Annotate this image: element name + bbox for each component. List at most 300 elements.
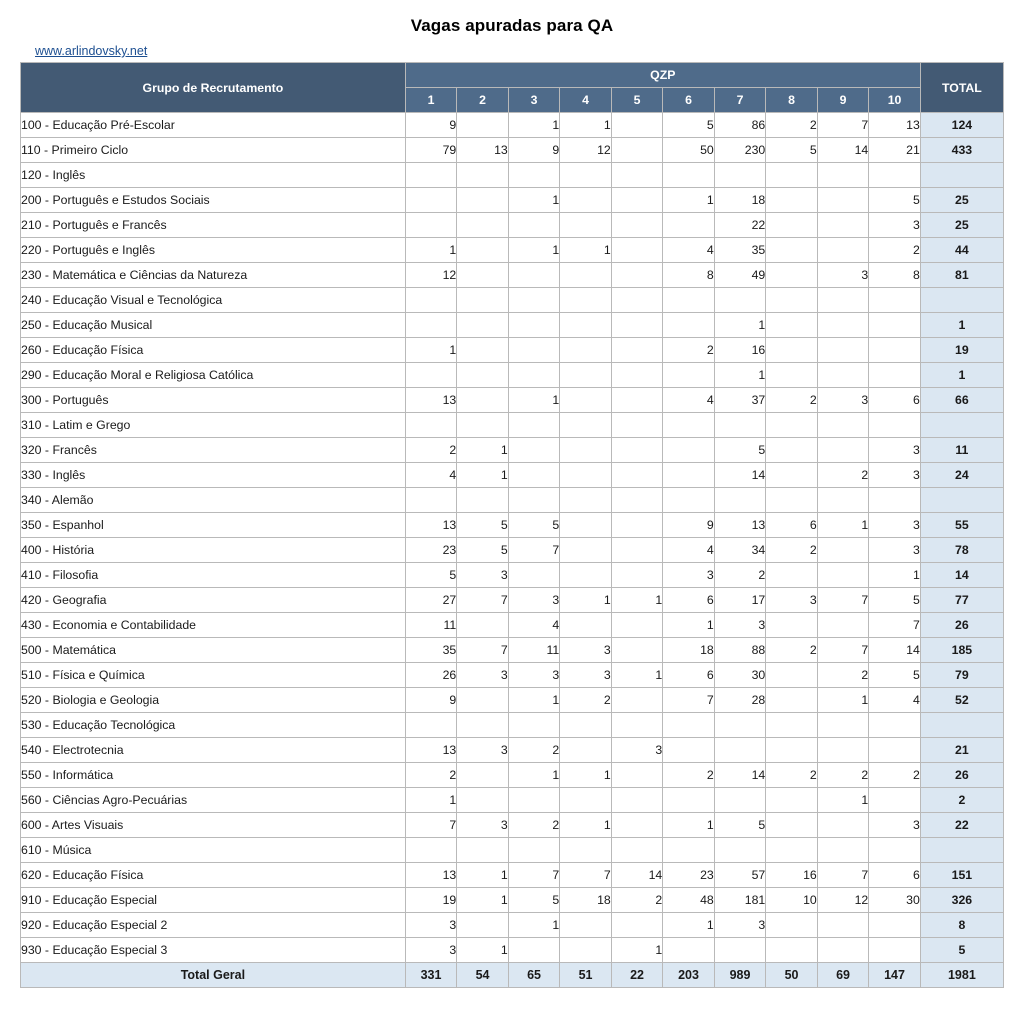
row-cell-qzp-4 xyxy=(560,488,612,513)
row-cell-qzp-9: 7 xyxy=(817,638,869,663)
row-cell-qzp-5 xyxy=(611,713,663,738)
row-cell-qzp-5 xyxy=(611,363,663,388)
row-cell-qzp-3: 1 xyxy=(508,388,560,413)
row-cell-qzp-6: 23 xyxy=(663,863,715,888)
row-cell-qzp-2: 5 xyxy=(457,538,509,563)
row-cell-qzp-4: 1 xyxy=(560,588,612,613)
row-cell-qzp-4 xyxy=(560,538,612,563)
row-cell-qzp-8: 6 xyxy=(766,513,818,538)
row-cell-qzp-3: 2 xyxy=(508,738,560,763)
row-label: 530 - Educação Tecnológica xyxy=(21,713,406,738)
row-cell-qzp-6 xyxy=(663,463,715,488)
table-row xyxy=(21,488,1004,513)
row-cell-qzp-3: 3 xyxy=(508,588,560,613)
row-cell-qzp-9 xyxy=(817,813,869,838)
row-cell-qzp-9 xyxy=(817,163,869,188)
header-grupo-recrutamento: Grupo de Recrutamento xyxy=(21,63,406,113)
row-cell-qzp-6: 9 xyxy=(663,513,715,538)
row-cell-qzp-8: 2 xyxy=(766,113,818,138)
table-row xyxy=(21,788,1004,813)
row-cell-qzp-8 xyxy=(766,813,818,838)
row-cell-qzp-5 xyxy=(611,463,663,488)
row-cell-qzp-6 xyxy=(663,413,715,438)
row-cell-qzp-2 xyxy=(457,488,509,513)
row-cell-qzp-6: 4 xyxy=(663,538,715,563)
row-cell-qzp-7: 1 xyxy=(714,363,766,388)
row-cell-qzp-6: 1 xyxy=(663,613,715,638)
row-cell-qzp-1: 1 xyxy=(405,238,457,263)
row-label: 330 - Inglês xyxy=(21,463,406,488)
row-cell-qzp-3 xyxy=(508,263,560,288)
row-cell-qzp-8: 3 xyxy=(766,588,818,613)
table-row xyxy=(21,388,1004,413)
row-label: 230 - Matemática e Ciências da Natureza xyxy=(21,263,406,288)
row-label: 420 - Geografia xyxy=(21,588,406,613)
row-total xyxy=(920,288,1003,313)
row-total: 77 xyxy=(920,588,1003,613)
row-cell-qzp-8 xyxy=(766,488,818,513)
row-total: 25 xyxy=(920,213,1003,238)
row-label: 500 - Matemática xyxy=(21,638,406,663)
row-cell-qzp-9 xyxy=(817,913,869,938)
row-label: 310 - Latim e Grego xyxy=(21,413,406,438)
row-cell-qzp-2: 7 xyxy=(457,588,509,613)
row-cell-qzp-9: 12 xyxy=(817,888,869,913)
row-cell-qzp-4 xyxy=(560,738,612,763)
row-cell-qzp-10: 30 xyxy=(869,888,921,913)
row-cell-qzp-3: 1 xyxy=(508,113,560,138)
row-cell-qzp-2 xyxy=(457,763,509,788)
row-cell-qzp-10: 5 xyxy=(869,188,921,213)
row-cell-qzp-9 xyxy=(817,288,869,313)
header-qzp-4: 4 xyxy=(560,88,612,113)
row-cell-qzp-10: 7 xyxy=(869,613,921,638)
row-total: 25 xyxy=(920,188,1003,213)
row-cell-qzp-7: 17 xyxy=(714,588,766,613)
row-cell-qzp-1: 26 xyxy=(405,663,457,688)
row-cell-qzp-6: 7 xyxy=(663,688,715,713)
row-cell-qzp-2 xyxy=(457,113,509,138)
row-cell-qzp-8 xyxy=(766,338,818,363)
table-row xyxy=(21,138,1004,163)
row-cell-qzp-1: 27 xyxy=(405,588,457,613)
row-cell-qzp-1 xyxy=(405,488,457,513)
row-cell-qzp-2: 1 xyxy=(457,438,509,463)
row-cell-qzp-3 xyxy=(508,213,560,238)
row-cell-qzp-7: 35 xyxy=(714,238,766,263)
row-cell-qzp-9: 7 xyxy=(817,863,869,888)
row-cell-qzp-5 xyxy=(611,263,663,288)
footer-value-4: 51 xyxy=(560,963,612,988)
row-cell-qzp-8: 2 xyxy=(766,638,818,663)
row-cell-qzp-6: 3 xyxy=(663,563,715,588)
row-cell-qzp-1: 35 xyxy=(405,638,457,663)
row-cell-qzp-2 xyxy=(457,288,509,313)
row-cell-qzp-8 xyxy=(766,263,818,288)
table-row xyxy=(21,238,1004,263)
row-cell-qzp-2 xyxy=(457,388,509,413)
row-cell-qzp-1: 13 xyxy=(405,513,457,538)
row-cell-qzp-4: 3 xyxy=(560,638,612,663)
row-label: 930 - Educação Especial 3 xyxy=(21,938,406,963)
row-cell-qzp-3 xyxy=(508,163,560,188)
row-cell-qzp-6 xyxy=(663,213,715,238)
row-cell-qzp-4: 2 xyxy=(560,688,612,713)
footer-grand-total: 1981 xyxy=(920,963,1003,988)
row-cell-qzp-6: 48 xyxy=(663,888,715,913)
row-cell-qzp-6 xyxy=(663,938,715,963)
row-total xyxy=(920,413,1003,438)
row-cell-qzp-5 xyxy=(611,488,663,513)
row-cell-qzp-5 xyxy=(611,238,663,263)
row-cell-qzp-6 xyxy=(663,488,715,513)
row-cell-qzp-4 xyxy=(560,438,612,463)
row-cell-qzp-1: 13 xyxy=(405,863,457,888)
row-cell-qzp-1: 2 xyxy=(405,763,457,788)
row-cell-qzp-5 xyxy=(611,438,663,463)
row-label: 560 - Ciências Agro-Pecuárias xyxy=(21,788,406,813)
row-cell-qzp-4: 3 xyxy=(560,663,612,688)
row-cell-qzp-9: 14 xyxy=(817,138,869,163)
row-cell-qzp-1: 1 xyxy=(405,788,457,813)
row-cell-qzp-8 xyxy=(766,213,818,238)
row-cell-qzp-7 xyxy=(714,488,766,513)
row-cell-qzp-7: 13 xyxy=(714,513,766,538)
row-cell-qzp-5 xyxy=(611,638,663,663)
row-cell-qzp-10: 14 xyxy=(869,638,921,663)
row-cell-qzp-7: 49 xyxy=(714,263,766,288)
row-cell-qzp-7: 16 xyxy=(714,338,766,363)
row-label: 600 - Artes Visuais xyxy=(21,813,406,838)
row-label: 350 - Espanhol xyxy=(21,513,406,538)
row-cell-qzp-1 xyxy=(405,313,457,338)
row-cell-qzp-10: 6 xyxy=(869,388,921,413)
row-cell-qzp-4: 18 xyxy=(560,888,612,913)
row-cell-qzp-7: 30 xyxy=(714,663,766,688)
footer-label: Total Geral xyxy=(21,963,406,988)
row-cell-qzp-10: 3 xyxy=(869,513,921,538)
row-cell-qzp-9 xyxy=(817,713,869,738)
row-cell-qzp-7 xyxy=(714,738,766,763)
table-row xyxy=(21,313,1004,338)
row-cell-qzp-10: 1 xyxy=(869,563,921,588)
row-cell-qzp-1: 11 xyxy=(405,613,457,638)
row-cell-qzp-5 xyxy=(611,163,663,188)
row-cell-qzp-7: 18 xyxy=(714,188,766,213)
table-row xyxy=(21,438,1004,463)
footer-value-10: 147 xyxy=(869,963,921,988)
table-row xyxy=(21,463,1004,488)
row-cell-qzp-5 xyxy=(611,113,663,138)
row-cell-qzp-1 xyxy=(405,713,457,738)
table-row xyxy=(21,713,1004,738)
row-cell-qzp-5 xyxy=(611,288,663,313)
row-cell-qzp-1: 2 xyxy=(405,438,457,463)
row-cell-qzp-2: 7 xyxy=(457,638,509,663)
row-cell-qzp-2 xyxy=(457,213,509,238)
footer-value-9: 69 xyxy=(817,963,869,988)
row-cell-qzp-9 xyxy=(817,188,869,213)
row-cell-qzp-5 xyxy=(611,613,663,638)
table-row xyxy=(21,563,1004,588)
row-cell-qzp-4: 1 xyxy=(560,763,612,788)
row-cell-qzp-2: 3 xyxy=(457,563,509,588)
row-cell-qzp-7: 3 xyxy=(714,613,766,638)
row-label: 320 - Francês xyxy=(21,438,406,463)
row-cell-qzp-9 xyxy=(817,488,869,513)
row-cell-qzp-10 xyxy=(869,713,921,738)
row-cell-qzp-5 xyxy=(611,388,663,413)
row-cell-qzp-8 xyxy=(766,163,818,188)
row-cell-qzp-1: 19 xyxy=(405,888,457,913)
row-cell-qzp-3: 7 xyxy=(508,863,560,888)
row-cell-qzp-3: 11 xyxy=(508,638,560,663)
row-label: 520 - Biologia e Geologia xyxy=(21,688,406,713)
row-total: 11 xyxy=(920,438,1003,463)
row-cell-qzp-3 xyxy=(508,563,560,588)
row-cell-qzp-10: 4 xyxy=(869,688,921,713)
row-label: 430 - Economia e Contabilidade xyxy=(21,613,406,638)
row-cell-qzp-8 xyxy=(766,713,818,738)
row-cell-qzp-3 xyxy=(508,713,560,738)
row-cell-qzp-9: 1 xyxy=(817,513,869,538)
row-cell-qzp-10 xyxy=(869,938,921,963)
header-total: TOTAL xyxy=(920,63,1003,113)
row-cell-qzp-3 xyxy=(508,438,560,463)
row-cell-qzp-1: 3 xyxy=(405,913,457,938)
row-cell-qzp-10: 6 xyxy=(869,863,921,888)
row-total: 66 xyxy=(920,388,1003,413)
row-cell-qzp-5 xyxy=(611,788,663,813)
row-cell-qzp-1: 4 xyxy=(405,463,457,488)
row-cell-qzp-3: 7 xyxy=(508,538,560,563)
row-cell-qzp-7: 14 xyxy=(714,463,766,488)
row-cell-qzp-2 xyxy=(457,263,509,288)
row-cell-qzp-6: 2 xyxy=(663,763,715,788)
row-label: 540 - Electrotecnia xyxy=(21,738,406,763)
row-cell-qzp-5 xyxy=(611,763,663,788)
row-cell-qzp-5 xyxy=(611,313,663,338)
row-cell-qzp-4 xyxy=(560,838,612,863)
row-total: 326 xyxy=(920,888,1003,913)
table-row xyxy=(21,688,1004,713)
row-cell-qzp-9 xyxy=(817,213,869,238)
row-cell-qzp-4 xyxy=(560,363,612,388)
table-row xyxy=(21,538,1004,563)
row-cell-qzp-4 xyxy=(560,288,612,313)
row-cell-qzp-9 xyxy=(817,938,869,963)
row-cell-qzp-2: 5 xyxy=(457,513,509,538)
row-cell-qzp-7: 3 xyxy=(714,913,766,938)
row-total: 433 xyxy=(920,138,1003,163)
row-cell-qzp-5 xyxy=(611,838,663,863)
row-cell-qzp-9 xyxy=(817,338,869,363)
row-cell-qzp-7 xyxy=(714,163,766,188)
row-cell-qzp-10: 8 xyxy=(869,263,921,288)
row-cell-qzp-4 xyxy=(560,513,612,538)
row-cell-qzp-4 xyxy=(560,213,612,238)
row-cell-qzp-8 xyxy=(766,838,818,863)
header-qzp-7: 7 xyxy=(714,88,766,113)
row-cell-qzp-3: 2 xyxy=(508,813,560,838)
row-cell-qzp-2 xyxy=(457,163,509,188)
row-cell-qzp-6: 6 xyxy=(663,663,715,688)
footer-row xyxy=(21,963,1004,988)
row-cell-qzp-6: 1 xyxy=(663,813,715,838)
row-cell-qzp-9 xyxy=(817,613,869,638)
table-row xyxy=(21,763,1004,788)
row-cell-qzp-2 xyxy=(457,913,509,938)
row-cell-qzp-10 xyxy=(869,913,921,938)
row-cell-qzp-5 xyxy=(611,213,663,238)
row-cell-qzp-3: 5 xyxy=(508,513,560,538)
source-link[interactable]: www.arlindovsky.net xyxy=(35,44,148,58)
row-cell-qzp-8: 2 xyxy=(766,388,818,413)
row-cell-qzp-4 xyxy=(560,188,612,213)
table-header xyxy=(21,63,1004,113)
row-cell-qzp-2 xyxy=(457,688,509,713)
row-cell-qzp-4 xyxy=(560,713,612,738)
table-row xyxy=(21,838,1004,863)
row-cell-qzp-6: 18 xyxy=(663,638,715,663)
row-cell-qzp-5: 1 xyxy=(611,938,663,963)
footer-value-2: 54 xyxy=(457,963,509,988)
row-cell-qzp-3: 4 xyxy=(508,613,560,638)
row-total: 124 xyxy=(920,113,1003,138)
row-label: 620 - Educação Física xyxy=(21,863,406,888)
row-total: 44 xyxy=(920,238,1003,263)
row-total: 26 xyxy=(920,763,1003,788)
table-row xyxy=(21,163,1004,188)
row-cell-qzp-4 xyxy=(560,338,612,363)
row-cell-qzp-7: 14 xyxy=(714,763,766,788)
row-cell-qzp-5 xyxy=(611,138,663,163)
row-cell-qzp-1: 12 xyxy=(405,263,457,288)
row-cell-qzp-6: 50 xyxy=(663,138,715,163)
row-cell-qzp-6 xyxy=(663,788,715,813)
table-footer xyxy=(21,963,1004,988)
row-cell-qzp-1 xyxy=(405,213,457,238)
row-label: 920 - Educação Especial 2 xyxy=(21,913,406,938)
footer-value-1: 331 xyxy=(405,963,457,988)
row-cell-qzp-3: 1 xyxy=(508,913,560,938)
row-cell-qzp-9 xyxy=(817,438,869,463)
header-qzp: QZP xyxy=(405,63,920,88)
row-label: 100 - Educação Pré-Escolar xyxy=(21,113,406,138)
row-cell-qzp-10 xyxy=(869,413,921,438)
row-cell-qzp-6: 1 xyxy=(663,913,715,938)
row-total xyxy=(920,713,1003,738)
row-cell-qzp-7: 5 xyxy=(714,813,766,838)
row-cell-qzp-1: 13 xyxy=(405,388,457,413)
row-cell-qzp-10: 3 xyxy=(869,438,921,463)
row-cell-qzp-7: 181 xyxy=(714,888,766,913)
row-label: 120 - Inglês xyxy=(21,163,406,188)
row-cell-qzp-10: 2 xyxy=(869,763,921,788)
table-row xyxy=(21,113,1004,138)
row-cell-qzp-6: 8 xyxy=(663,263,715,288)
row-cell-qzp-8 xyxy=(766,738,818,763)
row-cell-qzp-3: 5 xyxy=(508,888,560,913)
row-label: 240 - Educação Visual e Tecnológica xyxy=(21,288,406,313)
row-total xyxy=(920,163,1003,188)
row-total: 2 xyxy=(920,788,1003,813)
row-cell-qzp-10: 5 xyxy=(869,588,921,613)
row-cell-qzp-2 xyxy=(457,713,509,738)
footer-value-5: 22 xyxy=(611,963,663,988)
row-cell-qzp-4: 12 xyxy=(560,138,612,163)
row-cell-qzp-8: 2 xyxy=(766,538,818,563)
row-total: 1 xyxy=(920,363,1003,388)
row-cell-qzp-3: 1 xyxy=(508,238,560,263)
row-cell-qzp-2 xyxy=(457,838,509,863)
row-label: 610 - Música xyxy=(21,838,406,863)
table-row xyxy=(21,738,1004,763)
table-row xyxy=(21,338,1004,363)
row-label: 110 - Primeiro Ciclo xyxy=(21,138,406,163)
row-cell-qzp-1: 9 xyxy=(405,113,457,138)
row-cell-qzp-7: 88 xyxy=(714,638,766,663)
row-cell-qzp-6 xyxy=(663,738,715,763)
footer-value-3: 65 xyxy=(508,963,560,988)
table-row xyxy=(21,263,1004,288)
row-total: 14 xyxy=(920,563,1003,588)
row-cell-qzp-8: 16 xyxy=(766,863,818,888)
row-cell-qzp-9: 2 xyxy=(817,663,869,688)
row-cell-qzp-2 xyxy=(457,413,509,438)
row-cell-qzp-7 xyxy=(714,838,766,863)
table-body xyxy=(21,113,1004,963)
row-cell-qzp-2: 13 xyxy=(457,138,509,163)
row-cell-qzp-9: 3 xyxy=(817,388,869,413)
row-cell-qzp-5 xyxy=(611,413,663,438)
row-cell-qzp-2: 3 xyxy=(457,738,509,763)
row-cell-qzp-9: 1 xyxy=(817,688,869,713)
row-cell-qzp-6: 6 xyxy=(663,588,715,613)
row-label: 410 - Filosofia xyxy=(21,563,406,588)
row-cell-qzp-8 xyxy=(766,563,818,588)
row-cell-qzp-5 xyxy=(611,513,663,538)
row-cell-qzp-2: 3 xyxy=(457,663,509,688)
table-row xyxy=(21,213,1004,238)
row-cell-qzp-8 xyxy=(766,788,818,813)
row-cell-qzp-9: 1 xyxy=(817,788,869,813)
row-cell-qzp-9: 2 xyxy=(817,763,869,788)
header-row-top xyxy=(21,63,1004,88)
header-qzp-3: 3 xyxy=(508,88,560,113)
header-qzp-1: 1 xyxy=(405,88,457,113)
row-total: 1 xyxy=(920,313,1003,338)
row-total: 21 xyxy=(920,738,1003,763)
row-total: 19 xyxy=(920,338,1003,363)
row-cell-qzp-10 xyxy=(869,488,921,513)
table-row xyxy=(21,588,1004,613)
row-cell-qzp-9 xyxy=(817,313,869,338)
footer-value-8: 50 xyxy=(766,963,818,988)
row-label: 220 - Português e Inglês xyxy=(21,238,406,263)
row-cell-qzp-2 xyxy=(457,363,509,388)
row-label: 300 - Português xyxy=(21,388,406,413)
row-cell-qzp-5 xyxy=(611,338,663,363)
row-cell-qzp-8 xyxy=(766,613,818,638)
row-cell-qzp-10: 5 xyxy=(869,663,921,688)
row-cell-qzp-8: 2 xyxy=(766,763,818,788)
row-cell-qzp-1: 9 xyxy=(405,688,457,713)
row-cell-qzp-10: 13 xyxy=(869,113,921,138)
row-cell-qzp-4 xyxy=(560,913,612,938)
row-cell-qzp-5 xyxy=(611,813,663,838)
row-cell-qzp-1 xyxy=(405,413,457,438)
